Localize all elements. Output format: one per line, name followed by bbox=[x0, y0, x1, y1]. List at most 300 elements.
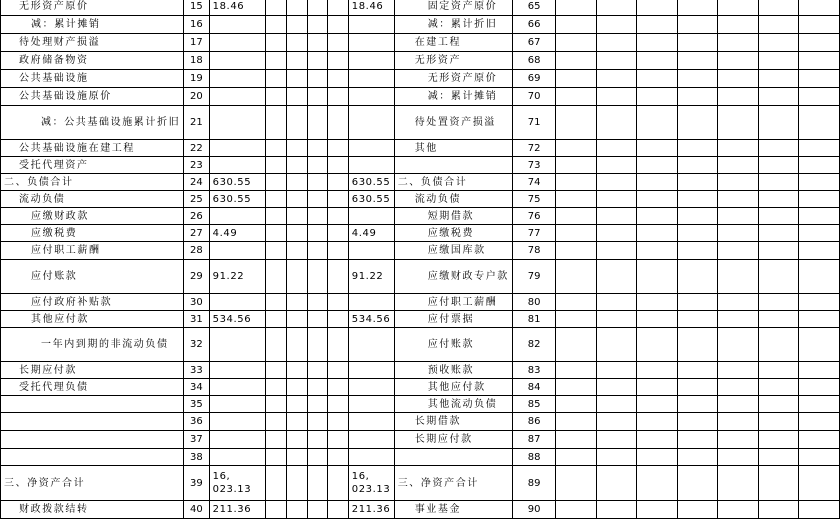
empty-cell bbox=[556, 0, 597, 16]
empty-cell bbox=[307, 157, 328, 174]
empty-cell bbox=[799, 362, 840, 379]
empty-cell bbox=[758, 449, 799, 466]
empty-cell bbox=[637, 501, 678, 519]
empty-cell bbox=[287, 362, 308, 379]
empty-cell bbox=[556, 413, 597, 431]
left-line-number: 39 bbox=[184, 466, 209, 501]
empty-cell bbox=[799, 157, 840, 174]
empty-cell bbox=[266, 0, 287, 16]
empty-cell bbox=[799, 466, 840, 501]
empty-cell bbox=[266, 174, 287, 191]
empty-cell bbox=[677, 0, 718, 16]
empty-cell bbox=[287, 294, 308, 311]
empty-cell bbox=[718, 431, 759, 449]
empty-cell bbox=[307, 34, 328, 52]
right-line-number: 69 bbox=[512, 70, 556, 88]
right-line-number: 82 bbox=[512, 328, 556, 362]
right-line-number: 89 bbox=[512, 466, 556, 501]
empty-cell bbox=[556, 34, 597, 52]
left-line-number: 22 bbox=[184, 140, 209, 157]
empty-cell bbox=[718, 501, 759, 519]
empty-cell bbox=[266, 106, 287, 140]
empty-cell bbox=[758, 106, 799, 140]
right-amount-cell bbox=[348, 157, 394, 174]
empty-cell bbox=[307, 16, 328, 34]
left-line-number: 24 bbox=[184, 174, 209, 191]
empty-cell bbox=[287, 242, 308, 260]
empty-cell bbox=[758, 140, 799, 157]
empty-cell bbox=[677, 260, 718, 294]
empty-cell bbox=[637, 140, 678, 157]
empty-cell bbox=[307, 379, 328, 396]
left-item-label: 应缴财政款 bbox=[1, 208, 184, 225]
empty-cell bbox=[556, 70, 597, 88]
right-amount-cell bbox=[348, 362, 394, 379]
left-item-label: 待处理财产损溢 bbox=[1, 34, 184, 52]
empty-cell bbox=[718, 0, 759, 16]
left-amount-cell: 630.55 bbox=[209, 191, 266, 208]
table-row bbox=[1, 242, 840, 260]
left-item-label: 公共基础设施在建工程 bbox=[1, 140, 184, 157]
left-amount-cell bbox=[209, 52, 266, 70]
empty-cell bbox=[266, 294, 287, 311]
table-row bbox=[1, 379, 840, 396]
right-line-number: 76 bbox=[512, 208, 556, 225]
empty-cell bbox=[307, 106, 328, 140]
empty-cell bbox=[328, 242, 349, 260]
table-row bbox=[1, 208, 840, 225]
right-amount-cell bbox=[348, 396, 394, 413]
left-amount-cell bbox=[209, 362, 266, 379]
left-amount-cell bbox=[209, 16, 266, 34]
left-line-number: 20 bbox=[184, 88, 209, 106]
empty-cell bbox=[266, 52, 287, 70]
empty-cell bbox=[718, 191, 759, 208]
right-line-number: 81 bbox=[512, 311, 556, 328]
empty-cell bbox=[718, 362, 759, 379]
empty-cell bbox=[287, 106, 308, 140]
empty-cell bbox=[799, 396, 840, 413]
right-item-label: 短期借款 bbox=[394, 208, 512, 225]
empty-cell bbox=[758, 328, 799, 362]
empty-cell bbox=[266, 16, 287, 34]
empty-cell bbox=[677, 242, 718, 260]
left-amount-cell: 4.49 bbox=[209, 225, 266, 242]
empty-cell bbox=[596, 174, 637, 191]
right-line-number: 75 bbox=[512, 191, 556, 208]
left-item-label bbox=[1, 431, 184, 449]
empty-cell bbox=[596, 260, 637, 294]
left-amount-cell bbox=[209, 88, 266, 106]
empty-cell bbox=[799, 34, 840, 52]
empty-cell bbox=[596, 431, 637, 449]
left-amount-cell: 16, 023.13 bbox=[209, 466, 266, 501]
empty-cell bbox=[596, 16, 637, 34]
empty-cell bbox=[637, 396, 678, 413]
right-amount-cell bbox=[348, 34, 394, 52]
right-line-number: 66 bbox=[512, 16, 556, 34]
empty-cell bbox=[287, 311, 308, 328]
empty-cell bbox=[328, 413, 349, 431]
empty-cell bbox=[266, 396, 287, 413]
empty-cell bbox=[556, 225, 597, 242]
right-item-label: 其他 bbox=[394, 140, 512, 157]
empty-cell bbox=[758, 225, 799, 242]
empty-cell bbox=[637, 208, 678, 225]
right-item-label: 应付账款 bbox=[394, 328, 512, 362]
left-item-label: 公共基础设施 bbox=[1, 70, 184, 88]
empty-cell bbox=[596, 70, 637, 88]
empty-cell bbox=[637, 191, 678, 208]
empty-cell bbox=[307, 431, 328, 449]
right-line-number: 67 bbox=[512, 34, 556, 52]
empty-cell bbox=[328, 157, 349, 174]
empty-cell bbox=[677, 16, 718, 34]
right-line-number: 73 bbox=[512, 157, 556, 174]
right-amount-cell bbox=[348, 379, 394, 396]
empty-cell bbox=[266, 208, 287, 225]
empty-cell bbox=[328, 362, 349, 379]
right-amount-cell: 91.22 bbox=[348, 260, 394, 294]
left-item-label bbox=[1, 413, 184, 431]
empty-cell bbox=[758, 0, 799, 16]
empty-cell bbox=[637, 294, 678, 311]
empty-cell bbox=[287, 70, 308, 88]
empty-cell bbox=[287, 449, 308, 466]
empty-cell bbox=[266, 413, 287, 431]
empty-cell bbox=[637, 379, 678, 396]
empty-cell bbox=[328, 501, 349, 519]
empty-cell bbox=[758, 208, 799, 225]
empty-cell bbox=[307, 501, 328, 519]
empty-cell bbox=[758, 52, 799, 70]
left-amount-cell: 18.46 bbox=[209, 0, 266, 16]
left-line-number: 19 bbox=[184, 70, 209, 88]
right-line-number: 84 bbox=[512, 379, 556, 396]
empty-cell bbox=[677, 396, 718, 413]
left-amount-cell bbox=[209, 431, 266, 449]
empty-cell bbox=[718, 294, 759, 311]
left-amount-cell bbox=[209, 242, 266, 260]
empty-cell bbox=[799, 52, 840, 70]
empty-cell bbox=[637, 52, 678, 70]
empty-cell bbox=[556, 52, 597, 70]
empty-cell bbox=[677, 225, 718, 242]
table-row bbox=[1, 88, 840, 106]
empty-cell bbox=[556, 260, 597, 294]
empty-cell bbox=[287, 16, 308, 34]
empty-cell bbox=[637, 174, 678, 191]
empty-cell bbox=[637, 0, 678, 16]
empty-cell bbox=[718, 242, 759, 260]
empty-cell bbox=[637, 34, 678, 52]
empty-cell bbox=[758, 157, 799, 174]
empty-cell bbox=[799, 260, 840, 294]
left-amount-cell: 534.56 bbox=[209, 311, 266, 328]
table-row bbox=[1, 140, 840, 157]
table-row bbox=[1, 174, 840, 191]
empty-cell bbox=[556, 16, 597, 34]
left-line-number: 40 bbox=[184, 501, 209, 519]
left-amount-cell bbox=[209, 157, 266, 174]
empty-cell bbox=[307, 225, 328, 242]
empty-cell bbox=[287, 140, 308, 157]
table-body bbox=[1, 0, 840, 519]
empty-cell bbox=[596, 466, 637, 501]
right-item-label: 无形资产原价 bbox=[394, 70, 512, 88]
empty-cell bbox=[718, 449, 759, 466]
empty-cell bbox=[556, 294, 597, 311]
empty-cell bbox=[266, 191, 287, 208]
empty-cell bbox=[266, 466, 287, 501]
empty-cell bbox=[758, 501, 799, 519]
left-line-number: 18 bbox=[184, 52, 209, 70]
left-line-number: 33 bbox=[184, 362, 209, 379]
empty-cell bbox=[596, 52, 637, 70]
empty-cell bbox=[596, 225, 637, 242]
empty-cell bbox=[758, 431, 799, 449]
empty-cell bbox=[307, 242, 328, 260]
empty-cell bbox=[718, 396, 759, 413]
left-amount-cell bbox=[209, 379, 266, 396]
empty-cell bbox=[799, 431, 840, 449]
left-amount-cell bbox=[209, 106, 266, 140]
table-row bbox=[1, 431, 840, 449]
table-row bbox=[1, 311, 840, 328]
empty-cell bbox=[718, 328, 759, 362]
empty-cell bbox=[718, 157, 759, 174]
empty-cell bbox=[307, 362, 328, 379]
right-item-label: 待处置资产损溢 bbox=[394, 106, 512, 140]
table-row bbox=[1, 0, 840, 16]
left-line-number: 31 bbox=[184, 311, 209, 328]
empty-cell bbox=[637, 449, 678, 466]
left-amount-cell bbox=[209, 208, 266, 225]
empty-cell bbox=[799, 225, 840, 242]
empty-cell bbox=[677, 449, 718, 466]
empty-cell bbox=[718, 52, 759, 70]
empty-cell bbox=[758, 466, 799, 501]
empty-cell bbox=[556, 157, 597, 174]
empty-cell bbox=[287, 174, 308, 191]
empty-cell bbox=[307, 70, 328, 88]
left-line-number: 21 bbox=[184, 106, 209, 140]
left-line-number: 16 bbox=[184, 16, 209, 34]
right-line-number: 78 bbox=[512, 242, 556, 260]
right-item-label: 应付票据 bbox=[394, 311, 512, 328]
empty-cell bbox=[799, 242, 840, 260]
empty-cell bbox=[718, 413, 759, 431]
empty-cell bbox=[596, 157, 637, 174]
empty-cell bbox=[556, 362, 597, 379]
empty-cell bbox=[596, 191, 637, 208]
empty-cell bbox=[266, 362, 287, 379]
empty-cell bbox=[328, 191, 349, 208]
empty-cell bbox=[307, 140, 328, 157]
empty-cell bbox=[677, 431, 718, 449]
empty-cell bbox=[287, 379, 308, 396]
left-line-number: 17 bbox=[184, 34, 209, 52]
empty-cell bbox=[758, 242, 799, 260]
left-line-number: 29 bbox=[184, 260, 209, 294]
empty-cell bbox=[556, 140, 597, 157]
table-row bbox=[1, 260, 840, 294]
right-amount-cell: 16, 023.13 bbox=[348, 466, 394, 501]
left-line-number: 25 bbox=[184, 191, 209, 208]
right-item-label bbox=[394, 157, 512, 174]
right-item-label bbox=[394, 449, 512, 466]
right-line-number: 85 bbox=[512, 396, 556, 413]
empty-cell bbox=[328, 328, 349, 362]
empty-cell bbox=[677, 157, 718, 174]
right-item-label: 减：累计摊销 bbox=[394, 88, 512, 106]
left-line-number: 27 bbox=[184, 225, 209, 242]
left-item-label bbox=[1, 396, 184, 413]
right-line-number: 88 bbox=[512, 449, 556, 466]
empty-cell bbox=[307, 311, 328, 328]
right-item-label: 长期应付款 bbox=[394, 431, 512, 449]
table-row bbox=[1, 328, 840, 362]
empty-cell bbox=[677, 379, 718, 396]
right-line-number: 90 bbox=[512, 501, 556, 519]
right-item-label: 在建工程 bbox=[394, 34, 512, 52]
right-amount-cell: 534.56 bbox=[348, 311, 394, 328]
empty-cell bbox=[287, 34, 308, 52]
table-row bbox=[1, 413, 840, 431]
table-row bbox=[1, 501, 840, 519]
empty-cell bbox=[799, 106, 840, 140]
empty-cell bbox=[328, 208, 349, 225]
empty-cell bbox=[266, 311, 287, 328]
right-line-number: 70 bbox=[512, 88, 556, 106]
empty-cell bbox=[799, 0, 840, 16]
left-item-label: 一年内到期的非流动负债 bbox=[1, 328, 184, 362]
empty-cell bbox=[637, 157, 678, 174]
empty-cell bbox=[266, 431, 287, 449]
left-item-label: 减：累计摊销 bbox=[1, 16, 184, 34]
right-line-number: 80 bbox=[512, 294, 556, 311]
empty-cell bbox=[556, 208, 597, 225]
left-item-label: 流动负债 bbox=[1, 191, 184, 208]
empty-cell bbox=[287, 413, 308, 431]
empty-cell bbox=[799, 208, 840, 225]
empty-cell bbox=[758, 260, 799, 294]
left-item-label: 减：公共基础设施累计折旧 bbox=[1, 106, 184, 140]
left-item-label: 应付账款 bbox=[1, 260, 184, 294]
empty-cell bbox=[307, 413, 328, 431]
table-row bbox=[1, 52, 840, 70]
right-amount-cell: 4.49 bbox=[348, 225, 394, 242]
left-amount-cell bbox=[209, 140, 266, 157]
left-amount-cell bbox=[209, 413, 266, 431]
empty-cell bbox=[718, 140, 759, 157]
left-line-number: 35 bbox=[184, 396, 209, 413]
left-line-number: 30 bbox=[184, 294, 209, 311]
empty-cell bbox=[328, 294, 349, 311]
empty-cell bbox=[637, 16, 678, 34]
empty-cell bbox=[799, 16, 840, 34]
right-line-number: 87 bbox=[512, 431, 556, 449]
empty-cell bbox=[287, 52, 308, 70]
empty-cell bbox=[677, 140, 718, 157]
empty-cell bbox=[637, 70, 678, 88]
left-item-label: 长期应付款 bbox=[1, 362, 184, 379]
left-item-label: 应付政府补贴款 bbox=[1, 294, 184, 311]
left-amount-cell bbox=[209, 328, 266, 362]
empty-cell bbox=[307, 396, 328, 413]
empty-cell bbox=[758, 34, 799, 52]
left-item-label: 二、负债合计 bbox=[1, 174, 184, 191]
empty-cell bbox=[556, 328, 597, 362]
empty-cell bbox=[677, 501, 718, 519]
empty-cell bbox=[266, 449, 287, 466]
empty-cell bbox=[758, 191, 799, 208]
table-row bbox=[1, 70, 840, 88]
empty-cell bbox=[677, 413, 718, 431]
right-item-label: 三、净资产合计 bbox=[394, 466, 512, 501]
right-amount-cell bbox=[348, 294, 394, 311]
left-item-label: 无形资产原价 bbox=[1, 0, 184, 16]
empty-cell bbox=[718, 466, 759, 501]
empty-cell bbox=[799, 294, 840, 311]
right-item-label: 固定资产原价 bbox=[394, 0, 512, 16]
empty-cell bbox=[758, 294, 799, 311]
empty-cell bbox=[556, 466, 597, 501]
left-line-number: 34 bbox=[184, 379, 209, 396]
empty-cell bbox=[596, 106, 637, 140]
right-line-number: 79 bbox=[512, 260, 556, 294]
left-amount-cell bbox=[209, 34, 266, 52]
empty-cell bbox=[677, 328, 718, 362]
empty-cell bbox=[266, 242, 287, 260]
table-row bbox=[1, 34, 840, 52]
empty-cell bbox=[718, 70, 759, 88]
empty-cell bbox=[328, 225, 349, 242]
empty-cell bbox=[328, 34, 349, 52]
right-amount-cell bbox=[348, 106, 394, 140]
empty-cell bbox=[287, 328, 308, 362]
empty-cell bbox=[596, 208, 637, 225]
empty-cell bbox=[596, 413, 637, 431]
empty-cell bbox=[328, 106, 349, 140]
right-amount-cell: 630.55 bbox=[348, 191, 394, 208]
empty-cell bbox=[287, 431, 308, 449]
empty-cell bbox=[328, 52, 349, 70]
empty-cell bbox=[287, 396, 308, 413]
right-amount-cell bbox=[348, 449, 394, 466]
empty-cell bbox=[328, 260, 349, 294]
empty-cell bbox=[556, 191, 597, 208]
empty-cell bbox=[637, 431, 678, 449]
table-row bbox=[1, 466, 840, 501]
empty-cell bbox=[556, 106, 597, 140]
empty-cell bbox=[677, 106, 718, 140]
empty-cell bbox=[596, 449, 637, 466]
right-item-label: 事业基金 bbox=[394, 501, 512, 519]
right-item-label: 长期借款 bbox=[394, 413, 512, 431]
empty-cell bbox=[287, 191, 308, 208]
left-line-number: 36 bbox=[184, 413, 209, 431]
right-line-number: 65 bbox=[512, 0, 556, 16]
right-amount-cell bbox=[348, 88, 394, 106]
left-line-number: 28 bbox=[184, 242, 209, 260]
left-line-number: 32 bbox=[184, 328, 209, 362]
empty-cell bbox=[287, 0, 308, 16]
empty-cell bbox=[718, 88, 759, 106]
empty-cell bbox=[307, 52, 328, 70]
empty-cell bbox=[266, 225, 287, 242]
table-row bbox=[1, 362, 840, 379]
